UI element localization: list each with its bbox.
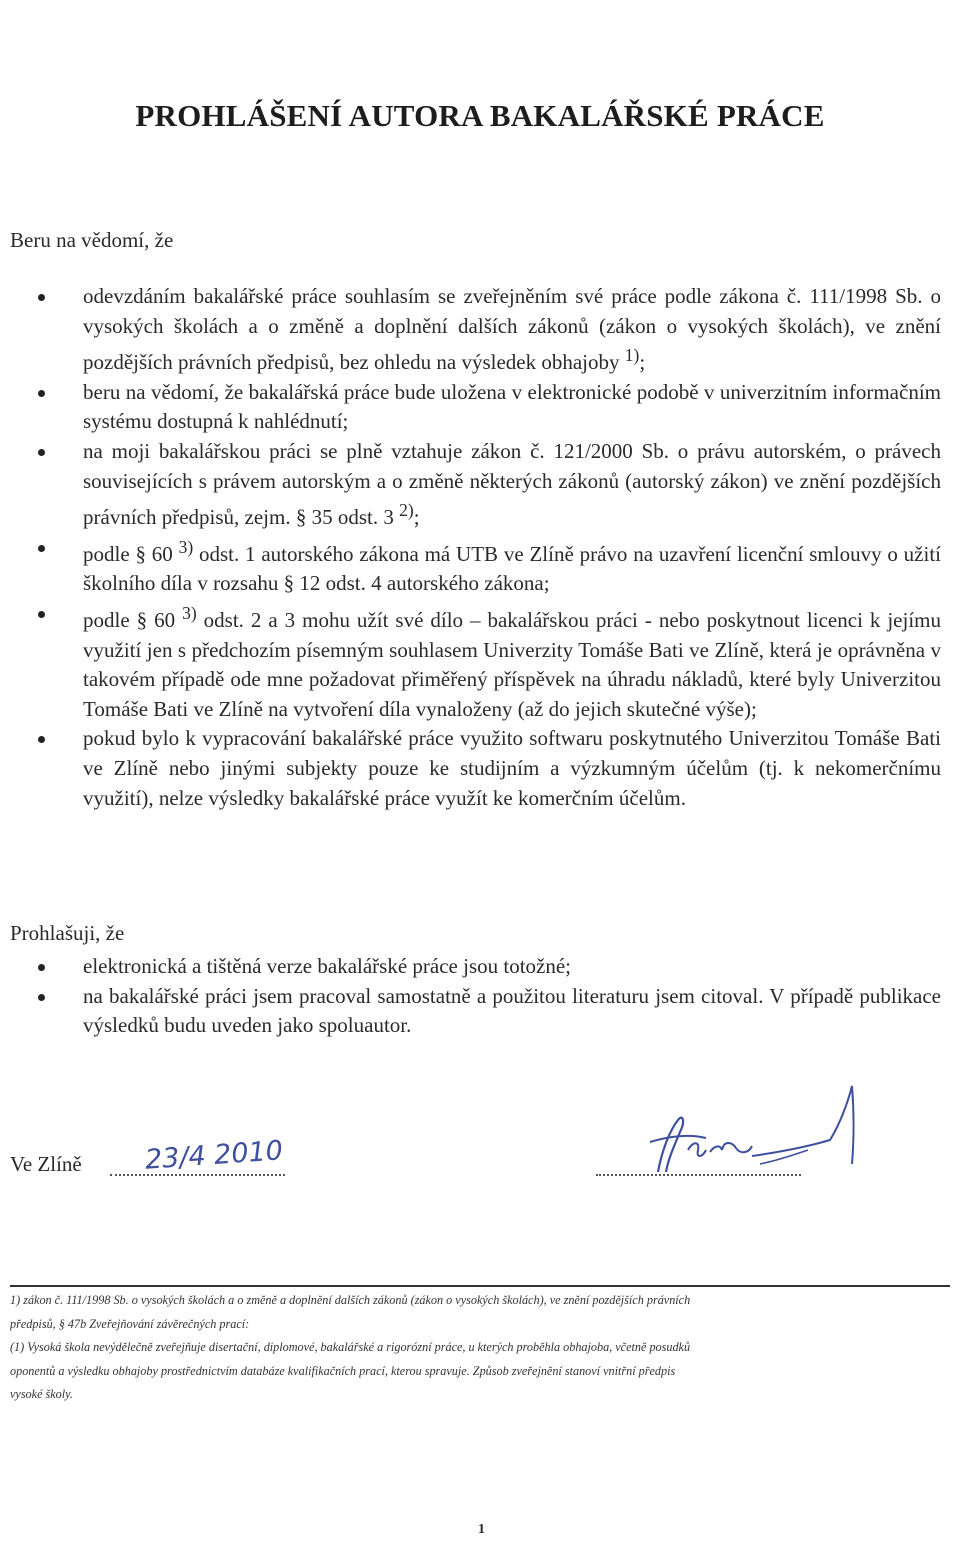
place-label: Ve Zlíně <box>10 1152 82 1176</box>
list-item <box>0 282 941 378</box>
footnote-line: 1) zákon č. 111/1998 Sb. o vysokých školách a o změně a doplnění dalších zákonů (zákon o vysokých školách), ve znění pozdějších právních <box>10 1293 691 1307</box>
item-text-rest: odst. 2 a 3 mohu užít své dílo – bakalářskou práci - nebo poskytnout licenci k jejímu využití jen s předchozím písemným souhlasem Univerzity Tomáše Bati ve Zlíně, která je oprávněna v takovém případě ode mne požadovat přiměřený příspěvek na úhradu nákladů, které byly Univerzitou Tomáše Bati ve Zlíně na vytvoření díla vynaloženy (až do jejich skutečné výše); <box>83 607 942 721</box>
list-item <box>0 982 941 1041</box>
item-text-rest: odst. 1 autorského zákona má UTB ve Zlíně právo na uzavření licenční smlouvy o užití školního díla v rozsahu § 12 odst. 4 autorského zákona; <box>83 541 942 596</box>
section2-list <box>0 952 960 1041</box>
section1-intro: Beru na vědomí, že <box>10 228 174 252</box>
list-item <box>0 378 941 437</box>
document-title: PROHLÁŠENÍ AUTORA BAKALÁŘSKÉ PRÁCE <box>135 98 825 133</box>
section2-intro: Prohlašuji, že <box>10 921 125 945</box>
handwritten-date: 23/4 2010 <box>144 1135 284 1176</box>
footnote-divider <box>10 1285 950 1287</box>
list-item <box>0 724 941 813</box>
footnote-line: (1) Vysoká škola nevýdělečně zveřejňuje disertační, diplomové, bakalářské a rigorózní práce, u kterých proběhla obhajoba, včetně posudků <box>10 1340 691 1354</box>
footnote-ref: 3) <box>178 536 194 557</box>
bullet-icon <box>38 994 45 1001</box>
bullet-icon <box>38 736 45 743</box>
bullet-icon <box>38 390 45 397</box>
bullet-icon <box>38 611 45 618</box>
footnote-ref: 1) <box>624 345 640 366</box>
bullet-icon <box>38 294 45 301</box>
footnote-ref: 2) <box>399 500 414 521</box>
bullet-icon <box>38 545 45 552</box>
item-text: podle § 60 <box>83 541 173 566</box>
item-punct: ; <box>413 505 420 530</box>
list-item <box>0 599 941 724</box>
bullet-icon <box>38 449 45 456</box>
footnote-line: předpisů, § 47b Zveřejňování závěrečných prací: <box>10 1316 250 1331</box>
item-text: odevzdáním bakalářské práce souhlasím se zveřejněním své práce podle zákona č. 111/1998 Sb. o vysokých školách a o změně a doplnění dalších zákonů (zákon o vysokých školách), ve znění pozdějších právních předpisů, bez ohledu na výsledek obhajoby <box>83 284 941 375</box>
item-text: beru na vědomí, že bakalářská práce bude uložena v elektronické podobě v univerzitním informačním systému dostupná k nahlédnutí; <box>83 379 941 434</box>
item-text: pokud bylo k vypracování bakalářské práce využito softwaru poskytnutého Univerzitou Tomáše Bati ve Zlíně nebo jinými subjekty pouze ke studijním a výzkumným účelům (tj. k nekomerčnímu využití), nelze výsledky bakalářské práce využít ke komerčním účelům. <box>83 726 941 810</box>
bullet-icon <box>38 964 45 971</box>
footnote-line: oponentů a výsledku obhajoby prostřednictvím databáze kvalifikačních prací, kterou spravuje. Způsob zveřejnění stanoví vnitřní předpis <box>10 1363 676 1378</box>
item-punct: ; <box>639 350 646 375</box>
item-text: na bakalářské práci jsem pracoval samostatně a použitou literaturu jsem citoval. V případě publikace výsledků budu uveden jako spoluautor. <box>83 983 941 1038</box>
item-text: elektronická a tištěná verze bakalářské práce jsou totožné; <box>83 954 572 978</box>
date-dotted-line <box>110 1174 285 1176</box>
footnotes <box>10 1289 948 1407</box>
section1-list <box>0 282 960 813</box>
list-item <box>0 533 941 599</box>
footnote-line: vysoké školy. <box>10 1387 73 1401</box>
handwritten-signature <box>640 1080 870 1190</box>
footnote-ref: 3) <box>182 602 197 623</box>
item-text: podle § 60 <box>83 607 176 632</box>
list-item <box>0 952 941 982</box>
item-text: na moji bakalářskou práci se plně vztahuje zákon č. 121/2000 Sb. o právu autorském, o právech souvisejících s právem autorským a o změně některých zákonů (autorský zákon) ve znění pozdějších právních předpisů, zejm. § 35 odst. 3 <box>83 438 941 530</box>
list-item <box>0 437 941 533</box>
page-mark: 1 <box>478 1522 485 1537</box>
